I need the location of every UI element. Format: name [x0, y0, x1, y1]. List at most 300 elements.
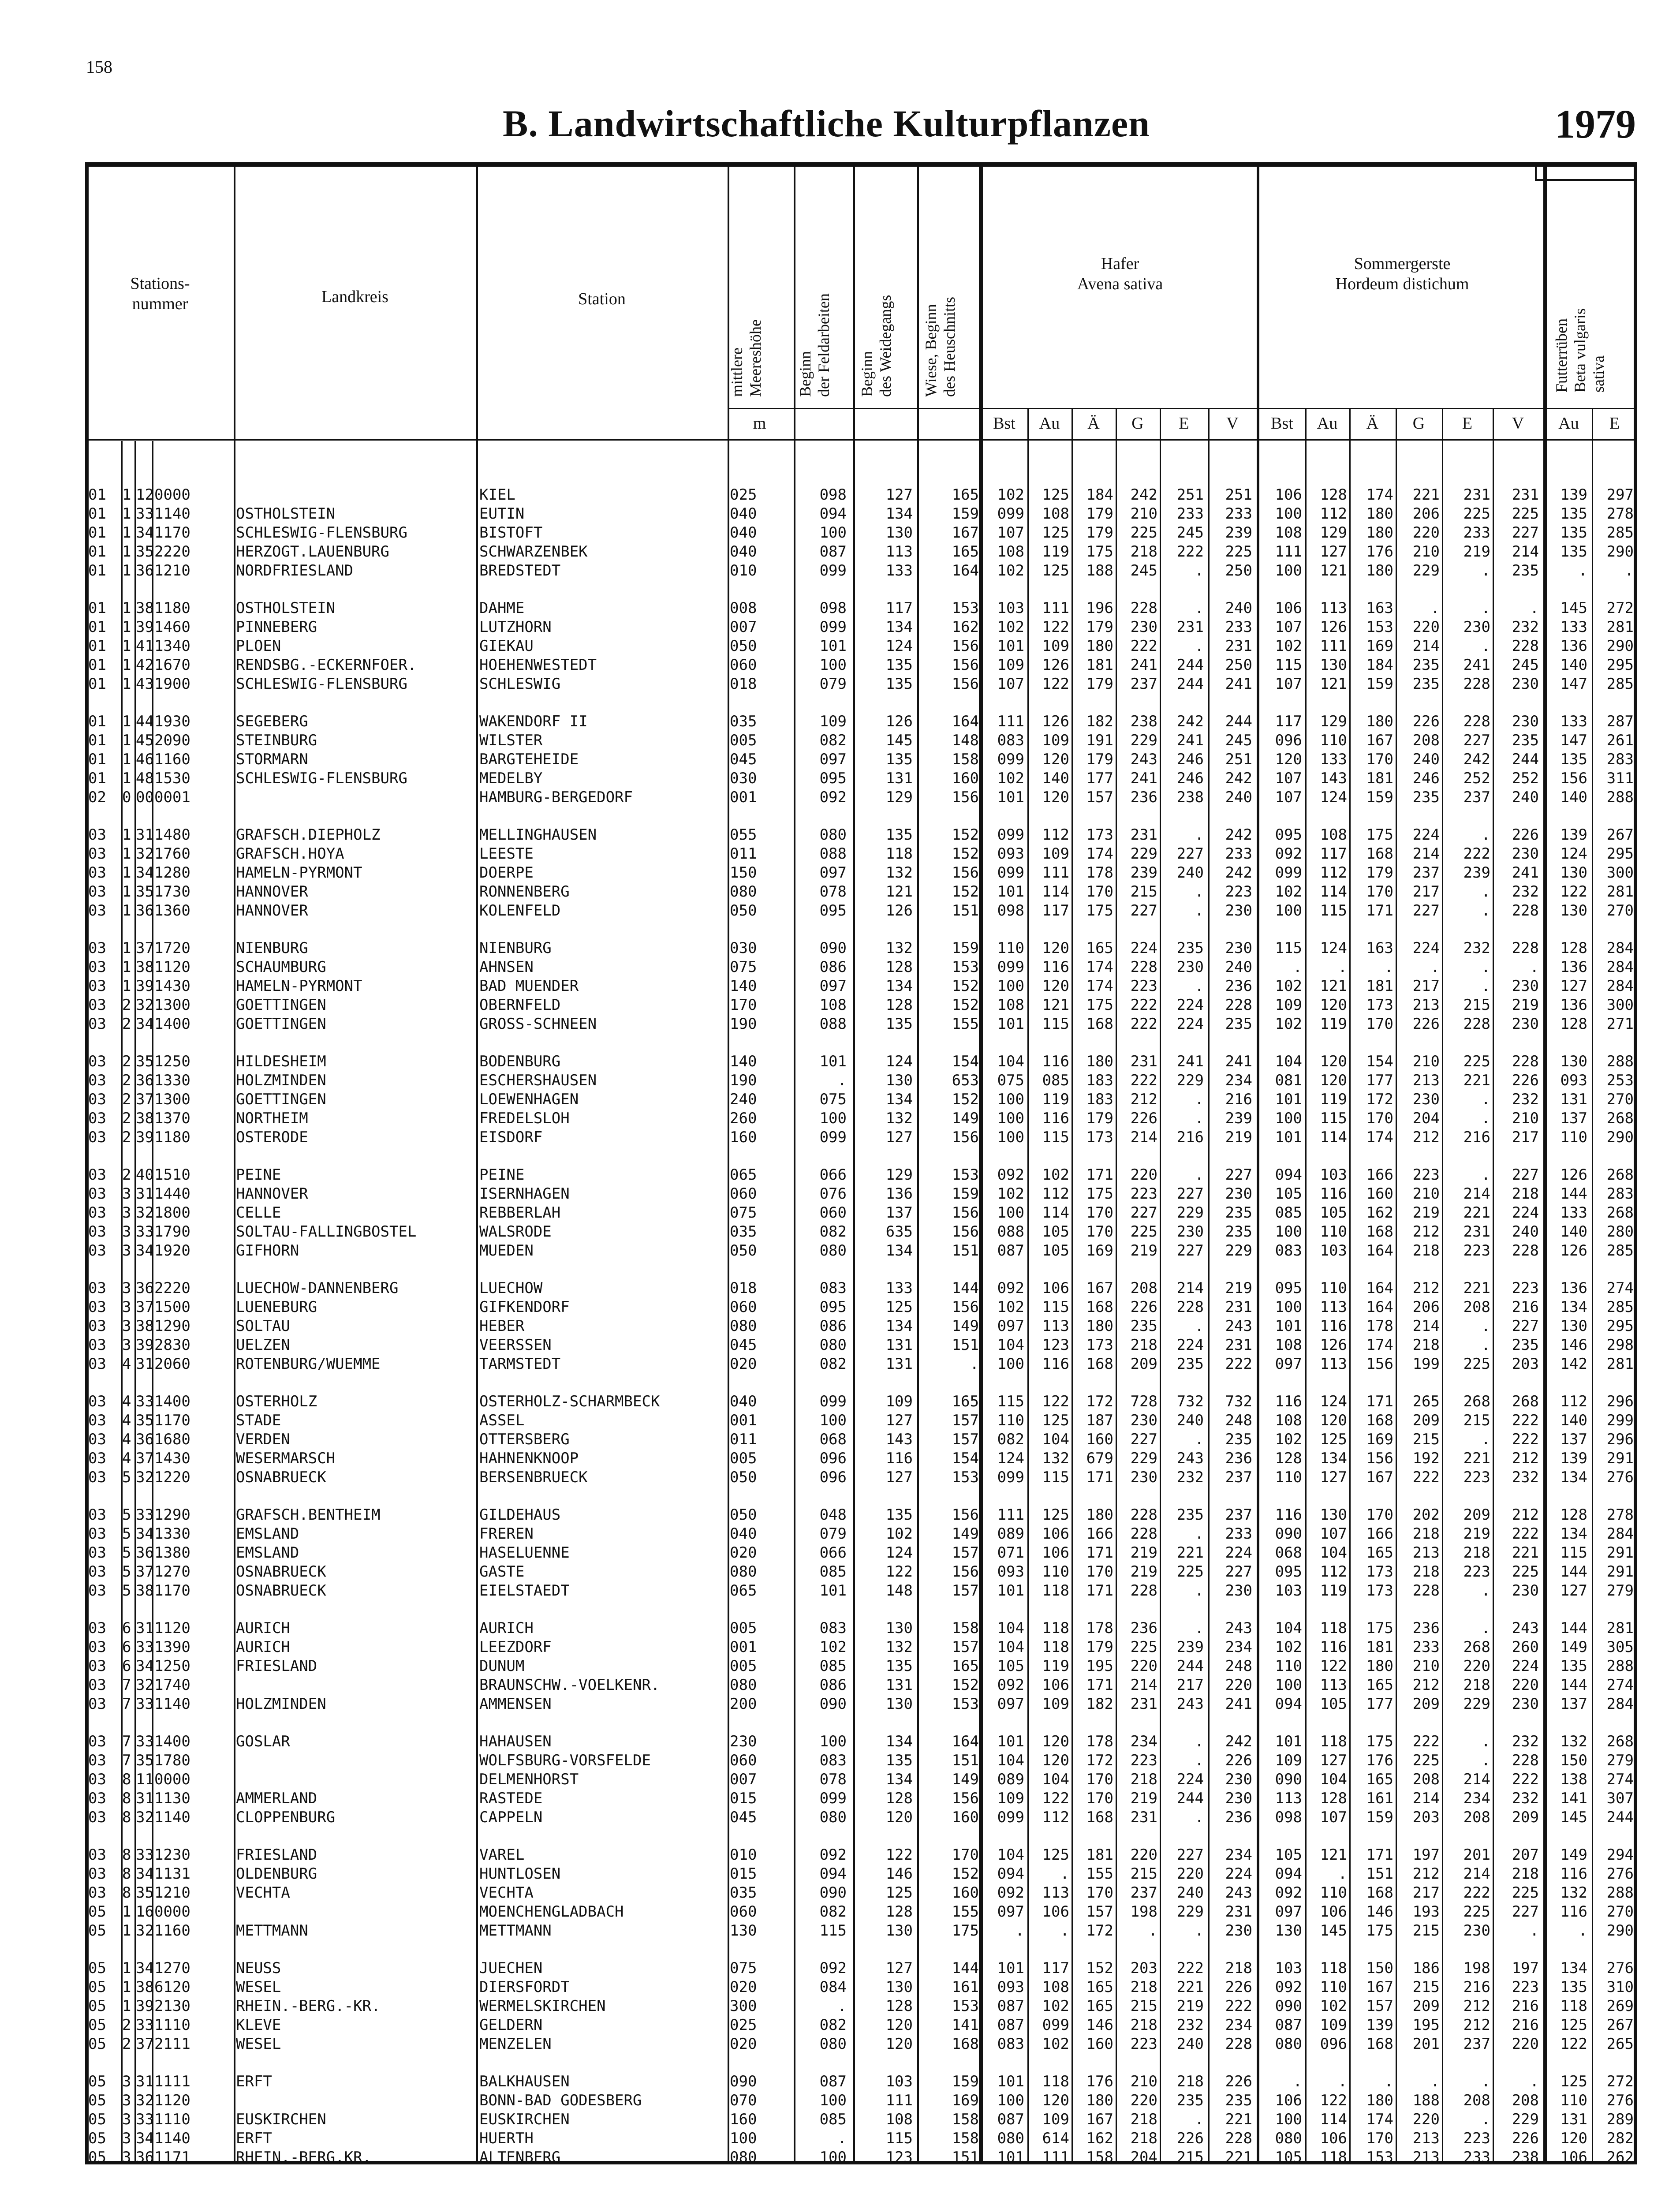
table-cell: 104 [1042, 1771, 1069, 1788]
table-cell: 1210 [154, 562, 190, 579]
table-cell: 5 [122, 1469, 131, 1486]
table-cell: 165 [952, 1657, 979, 1675]
table-cell: 227 [1512, 524, 1539, 542]
table-cell: 3 [122, 2092, 131, 2109]
table-cell: 03 [88, 1884, 106, 1902]
table-cell: 214 [1463, 1185, 1490, 1203]
table-cell: 099 [997, 958, 1024, 976]
table-cell: 081 [1275, 1072, 1302, 1089]
table-cell: 111 [997, 713, 1024, 730]
table-cell: 221 [1225, 2149, 1252, 2166]
table-cell: OBERNFELD [479, 996, 561, 1014]
table-cell: 45 [136, 732, 154, 749]
table-cell: 116 [1042, 1355, 1069, 1373]
table-cell: 190 [730, 1015, 757, 1033]
table-cell: . [1338, 958, 1347, 976]
table-cell: 015 [730, 1790, 757, 1807]
table-cell: 040 [730, 505, 757, 523]
table-cell: . [1195, 1431, 1204, 1448]
table-cell: 175 [1086, 996, 1113, 1014]
table-cell: 227 [1130, 1204, 1157, 1222]
table-cell: 305 [1606, 1638, 1634, 1656]
table-cell: DAHME [479, 599, 525, 617]
table-cell: 170 [1086, 1223, 1113, 1241]
table-cell: ERFT [236, 2073, 272, 2090]
table-cell: 1330 [154, 1072, 190, 1089]
table-cell: 087 [997, 1997, 1024, 2015]
table-cell: 03 [88, 1015, 106, 1033]
table-cell: 127 [1560, 977, 1587, 995]
table-cell: 119 [1042, 543, 1069, 561]
table-cell: 228 [1176, 1298, 1204, 1316]
table-cell: 133 [1560, 618, 1587, 636]
table-cell: 068 [819, 1431, 847, 1448]
table-cell: 8 [122, 1884, 131, 1902]
table-cell: 152 [952, 883, 979, 901]
table-cell: ROTENBURG/WUEMME [236, 1355, 381, 1373]
table-cell: 135 [1560, 1657, 1587, 1675]
table-cell: 218 [1176, 2073, 1204, 2090]
table-cell: ESCHERSHAUSEN [479, 1072, 597, 1089]
table-cell: 1920 [154, 1242, 190, 1259]
table-cell: . [1481, 826, 1490, 844]
table-cell: 126 [885, 902, 913, 919]
table-cell: 215 [1130, 1997, 1157, 2015]
table-cell: 170 [1086, 1204, 1113, 1222]
table-cell: 126 [1560, 1242, 1587, 1259]
table-cell: 149 [1560, 1638, 1587, 1656]
table-cell: 12 [136, 486, 154, 504]
table-cell: 131 [885, 1355, 913, 1373]
table-cell: 168 [1366, 1884, 1393, 1902]
table-cell: 085 [1275, 1204, 1302, 1222]
table-cell: 130 [1560, 1317, 1587, 1335]
table-cell: 213 [1412, 1072, 1440, 1089]
table-cell: 099 [819, 1790, 847, 1807]
table-cell: 1 [122, 770, 131, 787]
table-cell: 106 [1560, 2149, 1587, 2166]
table-cell: 1400 [154, 1015, 190, 1033]
table-cell: 099 [819, 562, 847, 579]
table-cell: HANNOVER [236, 1185, 308, 1203]
table-cell: 230 [1225, 902, 1252, 919]
table-cell: 167 [1366, 1978, 1393, 1996]
header-meereshoehe: mittlere Meereshöhe [728, 319, 764, 397]
table-cell: 1 [122, 656, 131, 674]
table-cell: BONN-BAD GODESBERG [479, 2092, 642, 2109]
table-cell: 224 [1176, 1015, 1204, 1033]
table-cell: 216 [1512, 1997, 1539, 2015]
table-cell: 220 [1512, 1676, 1539, 1694]
table-cell: 171 [1086, 1676, 1113, 1694]
table-cell: 223 [1412, 1166, 1440, 1184]
table-cell: 232 [1463, 939, 1490, 957]
table-cell: 03 [88, 1053, 106, 1070]
table-cell: 274 [1606, 1771, 1634, 1788]
table-cell: METTMANN [236, 1922, 308, 1940]
table-cell: 03 [88, 883, 106, 901]
table-cell: 179 [1086, 675, 1113, 693]
table-cell: 260 [1512, 1638, 1539, 1656]
table-cell: 128 [885, 1997, 913, 2015]
table-cell: 133 [885, 562, 913, 579]
table-cell: 204 [1412, 1110, 1440, 1127]
table-cell: 1 [122, 1978, 131, 1996]
table-cell: NEUSS [236, 1959, 281, 1977]
table-cell: 225 [1225, 543, 1252, 561]
table-cell: 116 [1560, 1865, 1587, 1883]
table-cell: 2 [122, 1166, 131, 1184]
table-cell: . [1195, 1809, 1204, 1826]
table-cell: 239 [1130, 864, 1157, 882]
table-cell: OTTERSBERG [479, 1431, 570, 1448]
table-cell: 03 [88, 1412, 106, 1429]
table-cell: 079 [819, 1525, 847, 1543]
table-cell: 1440 [154, 1185, 190, 1203]
table-cell: 05 [88, 2130, 106, 2147]
table-cell: 182 [1086, 713, 1113, 730]
table-cell: 082 [819, 732, 847, 749]
table-cell: 1160 [154, 1922, 190, 1940]
table-cell: 113 [1320, 1298, 1347, 1316]
table-cell: 118 [1042, 1619, 1069, 1637]
table-cell: 224 [1176, 1771, 1204, 1788]
table-cell: MOENCHENGLADBACH [479, 1903, 624, 1921]
table-cell: 226 [1512, 2130, 1539, 2147]
table-cell: WAKENDORF II [479, 713, 588, 730]
table-cell: SCHLESWIG-FLENSBURG [236, 770, 407, 787]
table-cell: 080 [730, 883, 757, 901]
table-cell: 232 [1512, 1091, 1539, 1108]
table-cell: 018 [730, 1279, 757, 1297]
table-cell: 085 [819, 2111, 847, 2128]
table-cell: 1800 [154, 1204, 190, 1222]
table-cell: 127 [885, 1959, 913, 1977]
table-cell: VECHTA [479, 1884, 534, 1902]
table-cell: 105 [1042, 1242, 1069, 1259]
table-cell: 230 [1463, 1922, 1490, 1940]
table-cell: 137 [1560, 1110, 1587, 1127]
table-cell: 106 [1275, 2092, 1302, 2109]
table-cell: 203 [1412, 1809, 1440, 1826]
table-cell: 01 [88, 751, 106, 768]
table-cell: 171 [1366, 1846, 1393, 1864]
table-cell: 151 [952, 1752, 979, 1769]
table-cell: 166 [1366, 1166, 1393, 1184]
table-cell: 114 [1042, 1204, 1069, 1222]
table-cell: 075 [819, 1091, 847, 1108]
table-cell: CAPPELN [479, 1809, 543, 1826]
table-cell: 39 [136, 618, 154, 636]
table-cell: DOERPE [479, 864, 534, 882]
table-cell: SEGEBERG [236, 713, 308, 730]
table-cell: 6120 [154, 1978, 190, 1996]
table-cell: 227 [1176, 1846, 1204, 1864]
table-cell: 2 [122, 2016, 131, 2034]
table-cell: 635 [885, 1223, 913, 1241]
table-cell: 248 [1225, 1412, 1252, 1429]
table-cell: 134 [885, 1091, 913, 1108]
table-cell: 108 [997, 543, 1024, 561]
table-cell: 145 [1560, 599, 1587, 617]
table-cell: 121 [1320, 562, 1347, 579]
table-cell: 134 [1320, 1450, 1347, 1467]
table-cell: RENDSBG.-ECKERNFOER. [236, 656, 417, 674]
table-cell: 152 [952, 1865, 979, 1883]
table-cell: 147 [1560, 732, 1587, 749]
table-cell: 276 [1606, 1469, 1634, 1486]
table-cell: 39 [136, 1129, 154, 1146]
table-cell: 118 [1320, 1959, 1347, 1977]
table-cell: 135 [885, 675, 913, 693]
table-cell: 152 [952, 996, 979, 1014]
table-cell: 1340 [154, 637, 190, 655]
table-cell: 226 [1412, 1015, 1440, 1033]
table-cell: 157 [952, 1412, 979, 1429]
table-cell: 135 [1560, 505, 1587, 523]
table-cell: 104 [997, 1053, 1024, 1070]
table-cell: GILDEHAUS [479, 1506, 561, 1524]
table-cell: EIELSTAEDT [479, 1582, 570, 1600]
table-cell: 295 [1606, 845, 1634, 863]
table-cell: BARGTEHEIDE [479, 751, 579, 768]
table-cell: 152 [952, 845, 979, 863]
table-cell: 253 [1606, 1072, 1634, 1089]
table-cell: 225 [1412, 1752, 1440, 1769]
table-cell: 100 [997, 2092, 1024, 2109]
table-cell: . [1481, 1752, 1490, 1769]
table-cell: 088 [819, 1015, 847, 1033]
table-cell: 240 [1412, 751, 1440, 768]
table-cell: 101 [997, 2073, 1024, 2090]
table-cell: 03 [88, 1771, 106, 1788]
table-cell: 6 [122, 1657, 131, 1675]
table-cell: 146 [1366, 1903, 1393, 1921]
table-cell: 42 [136, 656, 154, 674]
table-cell: LUTZHORN [479, 618, 552, 636]
table-cell: 234 [1225, 1846, 1252, 1864]
table-cell: 114 [1320, 883, 1347, 901]
table-cell: 005 [730, 1619, 757, 1637]
table-cell: 143 [1320, 770, 1347, 787]
table-cell: 118 [1042, 1638, 1069, 1656]
table-cell: 095 [1275, 1279, 1302, 1297]
table-cell: 134 [1560, 1959, 1587, 1977]
header-sommergerste: Sommergerste Hordeum distichum [1335, 254, 1469, 293]
table-cell: OSTERHOLZ [236, 1393, 317, 1410]
table-cell: 127 [885, 486, 913, 504]
table-cell: 134 [885, 1733, 913, 1750]
table-cell: 175 [1366, 1733, 1393, 1750]
table-cell: HAMBURG-BERGEDORF [479, 789, 633, 806]
table-cell: HANNOVER [236, 883, 308, 901]
table-cell: 243 [1130, 751, 1157, 768]
table-cell: . [1481, 958, 1490, 976]
table-cell: 102 [997, 618, 1024, 636]
table-cell: RASTEDE [479, 1790, 543, 1807]
table-cell: 102 [1042, 1166, 1069, 1184]
table-cell: VAREL [479, 1846, 525, 1864]
table-cell: 131 [1560, 2111, 1587, 2128]
table-cell: . [1195, 1619, 1204, 1637]
header-unit-m: m [753, 414, 766, 433]
table-cell: 101 [819, 637, 847, 655]
header-futterrueben: Futterrüben Beta vulgaris sativa [1553, 308, 1607, 392]
table-cell: 174 [1366, 1129, 1393, 1146]
table-cell: 212 [1463, 2016, 1490, 2034]
table-cell: 16 [136, 1903, 154, 1921]
table-cell: . [1481, 977, 1490, 995]
table-cell: 153 [952, 1469, 979, 1486]
table-cell: 116 [1320, 1638, 1347, 1656]
table-cell: 108 [1042, 505, 1069, 523]
table-cell: 219 [1176, 1997, 1204, 2015]
table-cell: 150 [1560, 1752, 1587, 1769]
table-cell: 219 [1463, 1525, 1490, 1543]
table-cell: 36 [136, 1279, 154, 1297]
table-cell: 170 [1366, 1110, 1393, 1127]
table-cell: 41 [136, 637, 154, 655]
table-cell: . [1481, 1733, 1490, 1750]
table-cell: . [1481, 1091, 1490, 1108]
table-cell: HAMELN-PYRMONT [236, 864, 362, 882]
table-cell: 44 [136, 713, 154, 730]
table-cell: 060 [819, 1204, 847, 1222]
table-cell: 005 [730, 732, 757, 749]
table-cell: 112 [1320, 1563, 1347, 1581]
table-cell: 36 [136, 1072, 154, 1089]
table-cell: . [1195, 883, 1204, 901]
table-cell: 1 [122, 1959, 131, 1977]
table-cell: 208 [1463, 2092, 1490, 2109]
table-cell: 228 [1412, 1582, 1440, 1600]
table-cell: 001 [730, 1638, 757, 1656]
table-cell: 167 [952, 524, 979, 542]
table-cell: 109 [1275, 996, 1302, 1014]
table-cell: 214 [1412, 845, 1440, 863]
table-cell: 31 [136, 1355, 154, 1373]
table-cell: SCHLESWIG-FLENSBURG [236, 675, 407, 693]
table-cell: 37 [136, 1563, 154, 1581]
table-cell: 179 [1366, 864, 1393, 882]
table-cell: 045 [730, 751, 757, 768]
table-cell: 6 [122, 1638, 131, 1656]
table-cell: 168 [1366, 1223, 1393, 1241]
table-cell: 102 [1275, 883, 1302, 901]
table-cell: EUTIN [479, 505, 525, 523]
table-cell: 140 [1560, 656, 1587, 674]
table-cell: 05 [88, 2016, 106, 2034]
table-cell: 111 [885, 2092, 913, 2109]
table-cell: 175 [1086, 1185, 1113, 1203]
table-cell: . [1578, 562, 1587, 579]
table-cell: 05 [88, 2035, 106, 2053]
table-cell: 120 [1042, 939, 1069, 957]
table-cell: 184 [1086, 486, 1113, 504]
table-cell: 149 [952, 1771, 979, 1788]
table-cell: OSNABRUECK [236, 1469, 326, 1486]
table-cell: 4 [122, 1393, 131, 1410]
table-cell: 222 [1130, 637, 1157, 655]
table-cell: 229 [1463, 1695, 1490, 1713]
table-cell: 242 [1176, 713, 1204, 730]
table-cell: 136 [885, 1185, 913, 1203]
table-cell: 1430 [154, 977, 190, 995]
table-cell: 165 [1366, 1771, 1393, 1788]
table-cell: 183 [1086, 1091, 1113, 1108]
table-cell: 099 [997, 751, 1024, 768]
table-cell: 265 [1412, 1393, 1440, 1410]
table-cell: 094 [1275, 1695, 1302, 1713]
table-cell: 118 [1320, 1733, 1347, 1750]
table-cell: 230 [1225, 1771, 1252, 1788]
table-cell: 175 [952, 1922, 979, 1940]
table-cell: 106 [1042, 1544, 1069, 1562]
table-cell: 173 [1086, 1336, 1113, 1354]
table-cell: 236 [1130, 1619, 1157, 1637]
table-cell: 35 [136, 883, 154, 901]
table-cell: 107 [1320, 1809, 1347, 1826]
table-cell: 045 [730, 1809, 757, 1826]
table-cell: 219 [1412, 1204, 1440, 1222]
table-cell: 221 [1412, 486, 1440, 504]
table-cell: 090 [819, 1884, 847, 1902]
table-cell: 110 [1320, 1884, 1347, 1902]
table-cell: 156 [952, 637, 979, 655]
table-cell: 169 [1366, 1431, 1393, 1448]
table-cell: 31 [136, 1619, 154, 1637]
table-cell: 223 [1463, 2130, 1490, 2147]
table-cell: 284 [1606, 958, 1634, 976]
table-cell: 116 [1560, 1903, 1587, 1921]
table-cell: 231 [1463, 1223, 1490, 1241]
table-cell: 099 [819, 1129, 847, 1146]
table-cell: 095 [1275, 1563, 1302, 1581]
table-cell: 1 [122, 845, 131, 863]
table-cell: 128 [1275, 1450, 1302, 1467]
table-cell: 1180 [154, 1129, 190, 1146]
table-cell: 300 [1606, 996, 1634, 1014]
table-cell: 123 [885, 2149, 913, 2166]
table-cell: 107 [997, 675, 1024, 693]
table-cell: 104 [1320, 1771, 1347, 1788]
table-cell: 214 [1412, 637, 1440, 655]
table-cell: 104 [1275, 1053, 1302, 1070]
table-cell: 130 [1320, 1506, 1347, 1524]
table-cell: 230 [1512, 977, 1539, 995]
table-cell: 137 [1560, 1695, 1587, 1713]
table-cell: 03 [88, 902, 106, 919]
table-cell: 151 [952, 902, 979, 919]
table-cell: 156 [952, 1129, 979, 1146]
table-cell: 011 [730, 1431, 757, 1448]
table-cell: 268 [1606, 1110, 1634, 1127]
table-cell: 135 [885, 1506, 913, 1524]
table-cell: 124 [885, 1544, 913, 1562]
table-cell: 113 [1320, 1355, 1347, 1373]
table-cell: 281 [1606, 883, 1634, 901]
table-cell: 212 [1412, 1676, 1440, 1694]
table-cell: 151 [952, 1242, 979, 1259]
table-cell: 231 [1512, 486, 1539, 504]
table-cell: 2 [122, 1053, 131, 1070]
table-cell: 7 [122, 1676, 131, 1694]
table-cell: 226 [1412, 713, 1440, 730]
table-cell: EUSKIRCHEN [236, 2111, 326, 2128]
table-cell: 220 [1225, 1676, 1252, 1694]
table-cell: 090 [819, 1695, 847, 1713]
table-cell: 100 [819, 1110, 847, 1127]
